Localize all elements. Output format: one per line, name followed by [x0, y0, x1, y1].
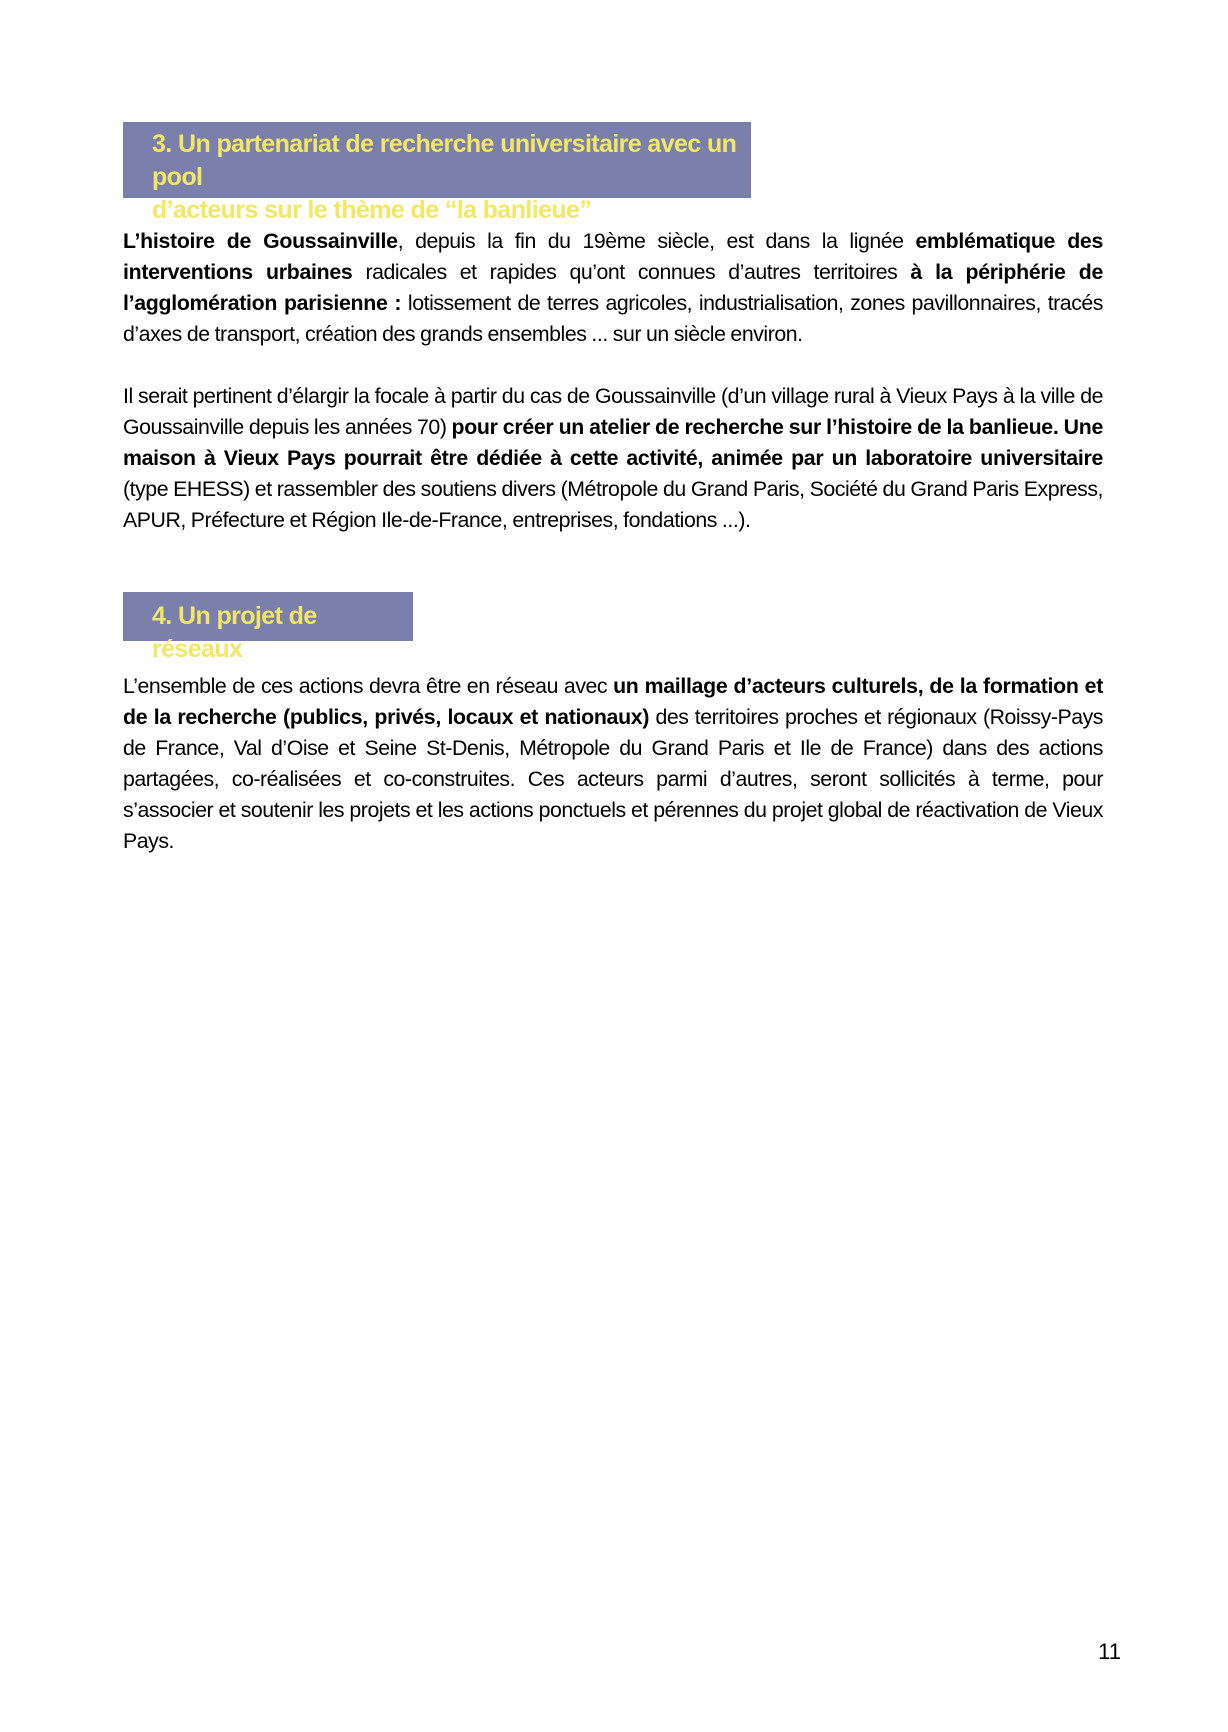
- body-text: lotissement de terres agricoles, industrialisation, zones pavillonnaires, tracés d’axes de transport, création des grands ensembles ... sur un siècle environ.: [123, 291, 1103, 346]
- bold-text: un maillage d’acteurs culturels, de la formation et de la recherche (publics, privés, locaux et nationaux): [123, 674, 1103, 729]
- section-4-heading: [123, 592, 413, 663]
- section-4-paragraph-1: [123, 671, 1103, 857]
- section-4-heading-text: 4. Un projet de réseaux: [152, 602, 317, 663]
- page-number: 11: [1098, 1639, 1121, 1664]
- bold-text: L’histoire de Goussainville: [123, 229, 398, 253]
- section-3-heading-line-1: 3. Un partenariat de recherche universitaire avec un pool: [152, 130, 737, 191]
- section-3-paragraph-2: [123, 381, 1103, 536]
- section-3-paragraph-1: [123, 226, 1103, 350]
- bold-text: emblématique des interventions urbaines: [123, 229, 1103, 284]
- body-text: , depuis la fin du 19ème siècle, est dans la lignée: [397, 229, 916, 253]
- body-text: (type EHESS) et rassembler des soutiens divers (Métropole du Grand Paris, Société du Grand Paris Express, APUR, Préfecture et Région Ile-de-France, entreprises, fondations ...).: [123, 477, 1103, 532]
- body-text: L’ensemble de ces actions devra être en réseau avec: [123, 674, 614, 698]
- bold-text: pour créer un atelier de recherche sur l’histoire de la banlieue. Une maison à Vieux Pays pourrait être dédiée à cette activité, animée par un laboratoire universitaire: [123, 415, 1103, 470]
- section-3-heading: [123, 122, 751, 224]
- section-3-heading-line-2: d’acteurs sur le thème de “la banlieue”: [152, 196, 592, 224]
- body-text: Il serait pertinent d’élargir la focale à partir du cas de Goussainville (d’un village rural à Vieux Pays à la ville de Goussainville depuis les années 70): [123, 384, 1103, 439]
- body-text: radicales et rapides qu’ont connues d’autres territoires: [352, 260, 911, 284]
- bold-text: à la périphérie de l’agglomération parisienne :: [123, 260, 1104, 315]
- body-text: des territoires proches et régionaux (Roissy-Pays de France, Val d’Oise et Seine St-Denis, Métropole du Grand Paris et Ile de France) dans des actions partagées, co-réalisées et co-construites. Ces acteurs parmi d’autres, seront sollicités à terme, pour s’associer et soutenir les projets et les actions ponctuels et pérennes du projet global de réactivation de Vieux Pays.: [123, 705, 1104, 853]
